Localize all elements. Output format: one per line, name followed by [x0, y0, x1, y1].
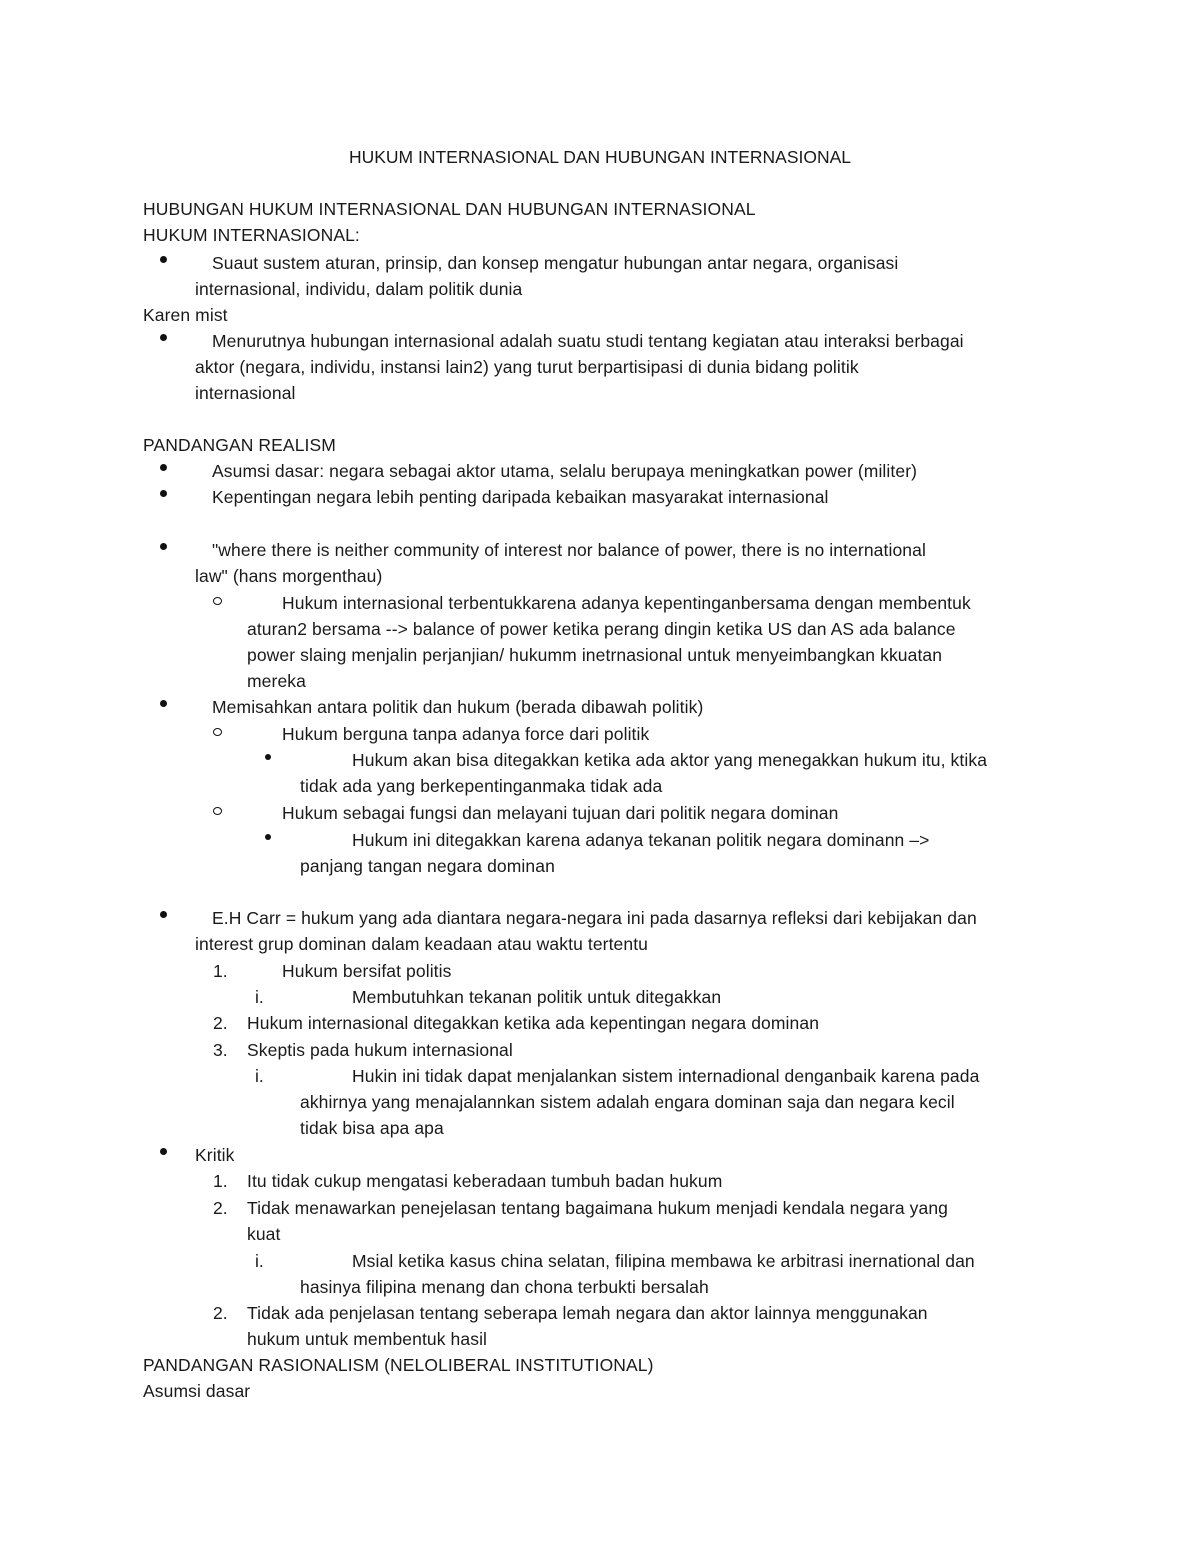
- document-title: HUKUM INTERNASIONAL DAN HUBUNGAN INTERNASIONAL: [348, 147, 852, 167]
- subheading: Asumsi dasar: [143, 1381, 251, 1401]
- list-item-continued: internasional: [195, 383, 296, 403]
- list-item: Membutuhkan tekanan politik untuk ditegakkan: [352, 987, 722, 1007]
- bullet-icon: [160, 490, 167, 497]
- circle-bullet-icon: [213, 728, 222, 736]
- list-item: Skeptis pada hukum internasional: [247, 1040, 513, 1060]
- list-item: Kritik: [195, 1145, 235, 1165]
- list-item: Memisahkan antara politik dan hukum (berada dibawah politik): [212, 697, 704, 717]
- bullet-icon: [265, 834, 271, 840]
- list-item: Hukum ini ditegakkan karena adanya tekanan politik negara dominann –>: [352, 830, 930, 850]
- list-item: Hukum sebagai fungsi dan melayani tujuan dari politik negara dominan: [282, 803, 839, 823]
- list-item: Kepentingan negara lebih penting daripada kebaikan masyarakat internasional: [212, 487, 829, 507]
- bullet-icon: [160, 543, 167, 550]
- list-item: Itu tidak cukup mengatasi keberadaan tumbuh badan hukum: [247, 1171, 723, 1191]
- list-item-continued: panjang tangan negara dominan: [300, 856, 555, 876]
- list-item-continued: mereka: [247, 671, 306, 691]
- list-item-continued: tidak bisa apa apa: [300, 1118, 444, 1138]
- list-item: Hukum internasional ditegakkan ketika ada kepentingan negara dominan: [247, 1013, 820, 1033]
- list-item-continued: hasinya filipina menang dan chona terbukti bersalah: [300, 1277, 709, 1297]
- list-item: Msial ketika kasus china selatan, filipina membawa ke arbitrasi inernational dan: [352, 1251, 975, 1271]
- section-heading: HUKUM INTERNASIONAL:: [143, 225, 360, 245]
- bullet-icon: [160, 256, 167, 263]
- section-heading: PANDANGAN REALISM: [143, 435, 336, 455]
- bullet-icon: [160, 464, 167, 471]
- list-item: Hukin ini tidak dapat menjalankan sistem internadional denganbaik karena pada: [352, 1066, 980, 1086]
- list-number: 3.: [213, 1040, 228, 1060]
- list-item-continued: law" (hans morgenthau): [195, 566, 383, 586]
- list-item-continued: aturan2 bersama --> balance of power ketika perang dingin ketika US dan AS ada balance: [247, 619, 956, 639]
- list-item: E.H Carr = hukum yang ada diantara negara-negara ini pada dasarnya refleksi dari kebijakan dan: [212, 908, 977, 928]
- list-item-continued: aktor (negara, individu, instansi lain2) yang turut berpartisipasi di dunia bidang politik: [195, 357, 859, 377]
- list-item: "where there is neither community of interest nor balance of power, there is no international: [212, 540, 926, 560]
- circle-bullet-icon: [213, 807, 222, 815]
- list-number: 1.: [213, 961, 228, 981]
- list-item: Tidak ada penjelasan tentang seberapa lemah negara dan aktor lainnya menggunakan: [247, 1303, 928, 1323]
- list-number: 2.: [213, 1013, 228, 1033]
- bullet-icon: [160, 334, 167, 341]
- list-item: Asumsi dasar: negara sebagai aktor utama, selalu berupaya meningkatkan power (militer): [212, 461, 918, 481]
- list-item: Hukum akan bisa ditegakkan ketika ada aktor yang menegakkan hukum itu, ktika: [352, 750, 988, 770]
- list-item: Hukum bersifat politis: [282, 961, 452, 981]
- list-item-continued: internasional, individu, dalam politik dunia: [195, 279, 523, 299]
- list-item-continued: tidak ada yang berkepentinganmaka tidak ada: [300, 776, 663, 796]
- bullet-icon: [160, 700, 167, 707]
- list-item: Hukum internasional terbentukkarena adanya kepentinganbersama dengan membentuk: [282, 593, 971, 613]
- list-item-continued: power slaing menjalin perjanjian/ hukumm inetrnasional untuk menyeimbangkan kkuatan: [247, 645, 943, 665]
- author-label: Karen mist: [143, 305, 228, 325]
- list-item-continued: kuat: [247, 1224, 281, 1244]
- bullet-icon: [160, 1148, 167, 1155]
- list-item: Menurutnya hubungan internasional adalah suatu studi tentang kegiatan atau interaksi berbagai: [212, 331, 964, 351]
- section-heading: PANDANGAN RASIONALISM (NELOLIBERAL INSTITUTIONAL): [143, 1355, 654, 1375]
- list-number: i.: [255, 987, 264, 1007]
- bullet-icon: [265, 754, 271, 760]
- list-number: i.: [255, 1066, 264, 1086]
- list-item: Hukum berguna tanpa adanya force dari politik: [282, 724, 650, 744]
- list-number: 2.: [213, 1303, 228, 1323]
- list-item-continued: akhirnya yang menajalannkan sistem adalah engara dominan saja dan negara kecil: [300, 1092, 955, 1112]
- bullet-icon: [160, 911, 167, 918]
- list-item-continued: interest grup dominan dalam keadaan atau waktu tertentu: [195, 934, 649, 954]
- list-item: Suaut sustem aturan, prinsip, dan konsep mengatur hubungan antar negara, organisasi: [212, 253, 899, 273]
- circle-bullet-icon: [213, 597, 222, 605]
- list-item: Tidak menawarkan penejelasan tentang bagaimana hukum menjadi kendala negara yang: [247, 1198, 949, 1218]
- section-heading: HUBUNGAN HUKUM INTERNASIONAL DAN HUBUNGAN INTERNASIONAL: [143, 199, 756, 219]
- list-number: i.: [255, 1251, 264, 1271]
- list-number: 2.: [213, 1198, 228, 1218]
- list-item-continued: hukum untuk membentuk hasil: [247, 1329, 488, 1349]
- list-number: 1.: [213, 1171, 228, 1191]
